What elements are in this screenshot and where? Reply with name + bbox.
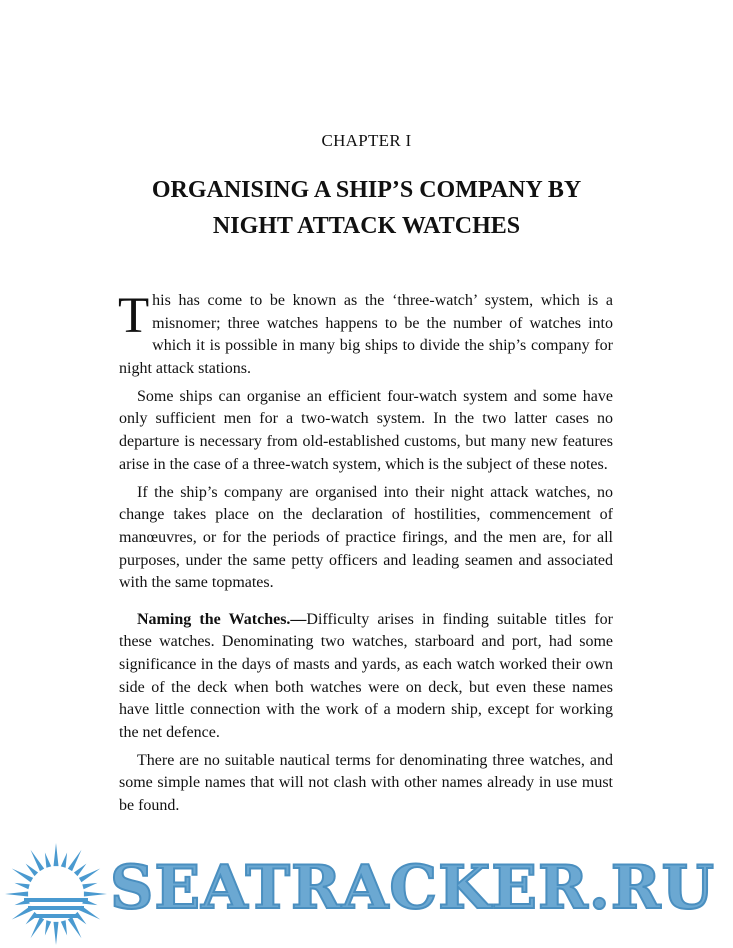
paragraph-2: Some ships can organise an efficient four-watch system and some have only sufficient men for a two-watch system. In the two latter cases no departure is necessary from old-established customs, but many new features arise in the case of a three-watch system, which is the subject of these notes. — [119, 387, 613, 473]
chapter-title-line-1: ORGANISING A SHIP’S COMPANY BY — [151, 177, 582, 203]
drop-cap: T — [118, 288, 150, 344]
body-text — [119, 290, 613, 823]
paragraph-1-text: his has come to be known as the ‘three-watch’ system, which is a misnomer; three watches happens to be the number of watches into which it is possible in many big ships to divide the ship’s company for night attack stations. — [119, 292, 613, 377]
sun-icon — [4, 842, 108, 946]
paragraph-5: There are no suitable nautical terms for denominating three watches, and some simple names that will not clash with other names already in use must be found. — [119, 751, 613, 814]
section-heading: Naming the Watches.— — [137, 610, 307, 628]
paragraph-1 — [119, 290, 613, 380]
chapter-title-line-2: NIGHT ATTACK WATCHES — [212, 213, 521, 239]
chapter-title — [80, 172, 653, 244]
paragraph-4 — [119, 609, 613, 745]
watermark-text: SEATRACKER.RU — [110, 853, 715, 923]
paragraph-4-text: Difficulty arises in finding suitable titles for these watches. Denominating two watches, starboard and port, had some significance in the days of masts and yards, as each watch worked their own side of the deck when both watches were on deck, but even these names have little connection with the work of a modern ship, except for working the net defence. — [119, 610, 613, 741]
paragraph-3: If the ship’s company are organised into their night attack watches, no change takes place on the declaration of hostilities, commencement of manœuvres, or for the periods of practice firings, and the men are, for all purposes, under the same petty officers and leading seamen and associated with the same topmates. — [119, 483, 613, 592]
watermark — [0, 838, 733, 948]
chapter-label: CHAPTER I — [321, 131, 412, 150]
